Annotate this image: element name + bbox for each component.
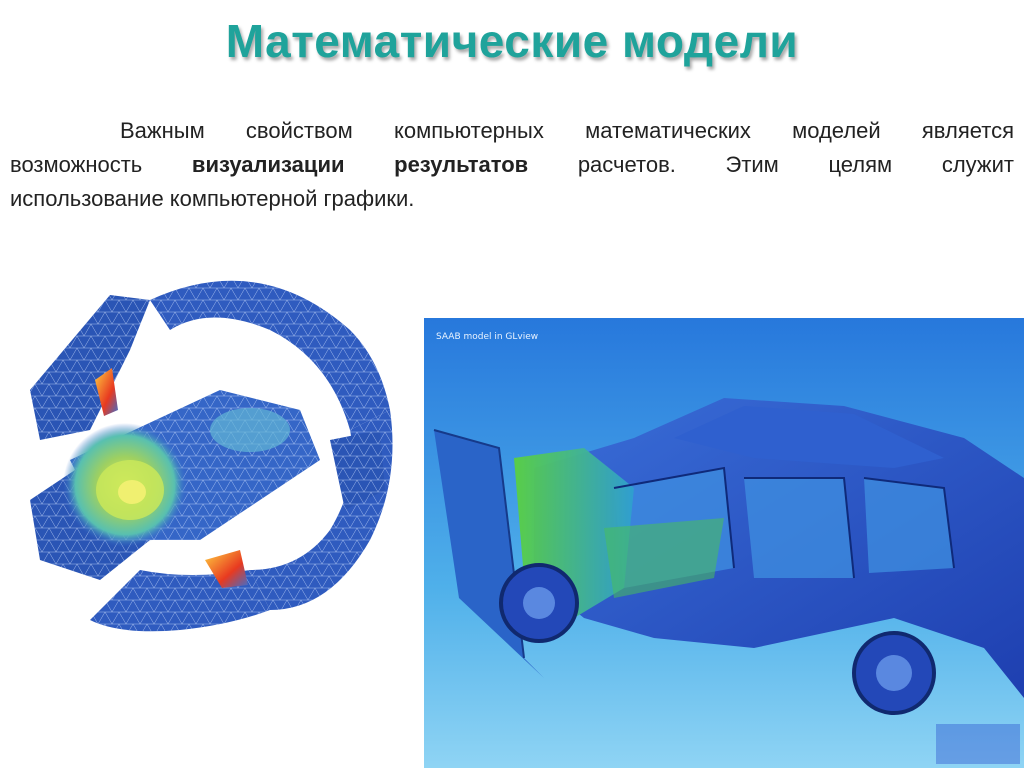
simulation-caption: SAAB model in GLview [436,332,539,342]
paragraph-line-1: Важным свойством компьютерных математических моделей является [120,118,1014,143]
car-crash-simulation-figure [424,318,1024,768]
paragraph-text: расчетов. Этим целям служит [528,152,1014,177]
paragraph-line-2 [10,148,1014,182]
paragraph-line-3: использование компьютерной графики. [10,186,415,211]
paragraph-emphasis: визуализации результатов [191,152,529,177]
car-crash-illustration [424,318,1024,768]
body-paragraph [10,114,1014,216]
slide-title: Математические модели [225,15,799,67]
paragraph-text: возможность [10,152,192,177]
simulation-legend [936,724,1020,764]
mesh-model-figure [0,240,420,650]
